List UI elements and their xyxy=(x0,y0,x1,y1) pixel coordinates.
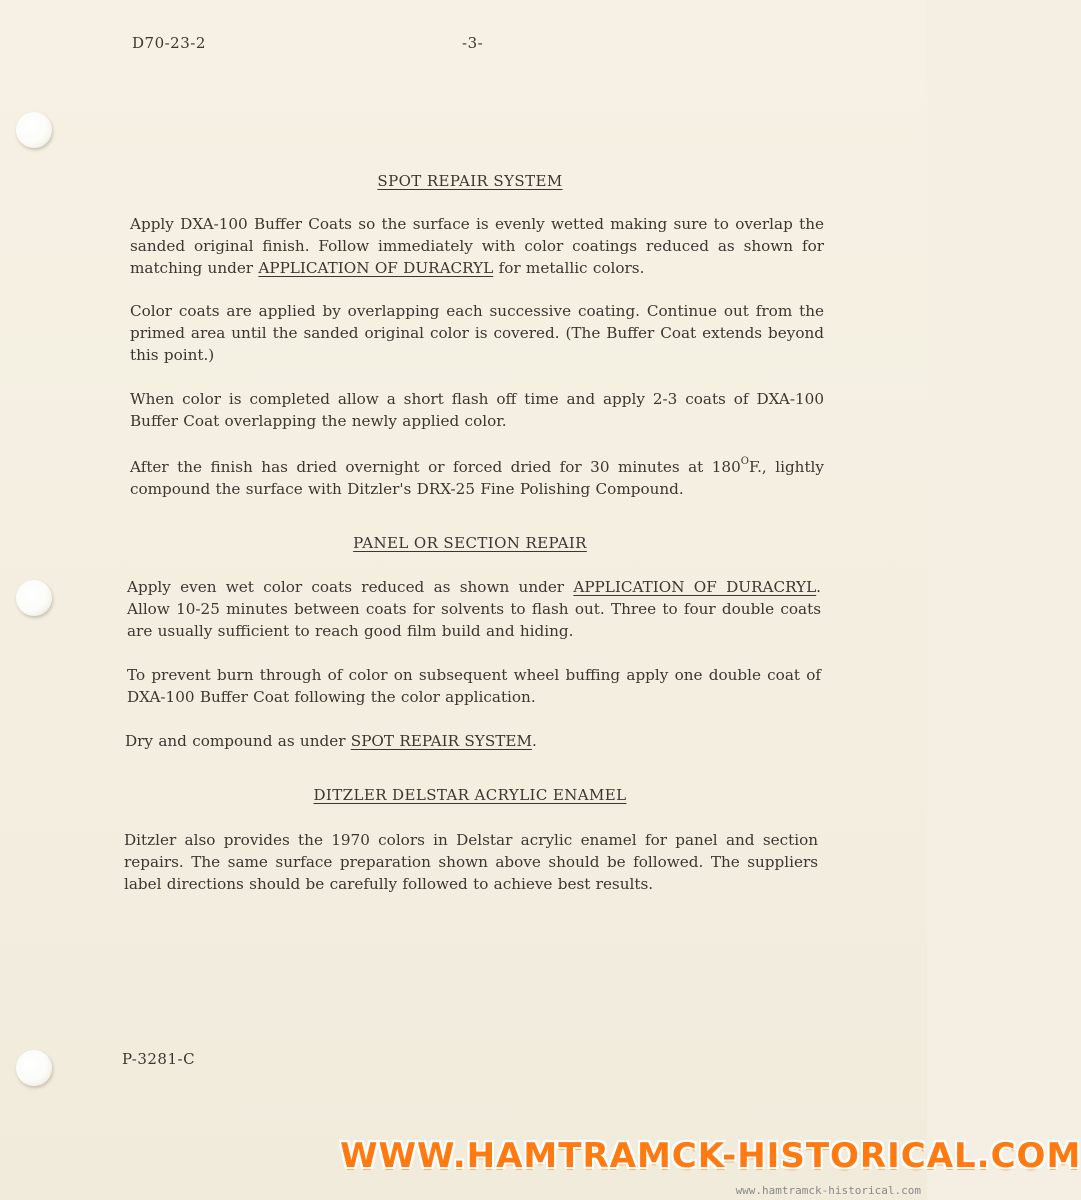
punch-hole-middle xyxy=(16,580,52,616)
spot-repair-paragraph-4: After the finish has dried overnight or forced dried for 30 minutes at $180^OF$., lightly compound the surface with Ditzler's DRX-25 Fine Polishing Compound. xyxy=(130,456,824,498)
panel-repair-paragraph-3: Dry and compound as under SPOT REPAIR SYSTEM. xyxy=(125,732,537,750)
degree-mark: O xyxy=(740,456,749,467)
spot-repair-paragraph-1: Apply DXA-100 Buffer Coats so the surface is evenly wetted making sure to overlap the sanded original finish. Follow immediately with color coatings reduced as shown for matching under APPLICATION OF DURACRYL for metallic colors. xyxy=(130,215,824,277)
spot-repair-paragraph-3: When color is completed allow a short flash off time and apply 2-3 coats of DXA-100 Buffer Coat overlapping the newly applied color. xyxy=(130,390,824,430)
doc-code: D70-23-2 xyxy=(132,34,206,52)
panel-repair-paragraph-2: To prevent burn through of color on subsequent wheel buffing apply one double coat of DXA-100 Buffer Coat following the color application. xyxy=(127,666,821,706)
duracryl-reference: APPLICATION OF DURACRYL xyxy=(573,578,817,596)
panel-repair-paragraph-1: Apply even wet color coats reduced as shown under APPLICATION OF DURACRYL. Allow 10-25 minutes between coats for solvents to flash out. Three to four double coats are usually sufficient to reach good film build and hiding. xyxy=(127,578,821,640)
spot-repair-reference: SPOT REPAIR SYSTEM xyxy=(350,732,533,750)
spot-repair-paragraph-2: Color coats are applied by overlapping each successive coating. Continue out from the primed area until the sanded original color is covered. (The Buffer Coat extends beyond this point.) xyxy=(130,302,824,364)
section-title-delstar: DITZLER DELSTAR ACRYLIC ENAMEL xyxy=(313,786,627,804)
punch-hole-top xyxy=(16,112,52,148)
page-number: -3- xyxy=(462,34,484,52)
delstar-paragraph-1: Ditzler also provides the 1970 colors in Delstar acrylic enamel for panel and section repairs. The same surface preparation shown above should be followed. The suppliers label directions should be carefully followed to achieve best results. xyxy=(124,831,818,893)
duracryl-reference: APPLICATION OF DURACRYL xyxy=(258,259,494,277)
section-title-spot-repair: SPOT REPAIR SYSTEM xyxy=(377,172,563,190)
punch-hole-bottom xyxy=(16,1050,52,1086)
watermark-url: www.hamtramck-historical.com xyxy=(735,1184,921,1197)
section-title-panel-repair: PANEL OR SECTION REPAIR xyxy=(353,534,587,552)
form-code: P-3281-C xyxy=(122,1050,196,1068)
watermark-banner: WWW.HAMTRAMCK-HISTORICAL.COM xyxy=(340,1136,1081,1176)
